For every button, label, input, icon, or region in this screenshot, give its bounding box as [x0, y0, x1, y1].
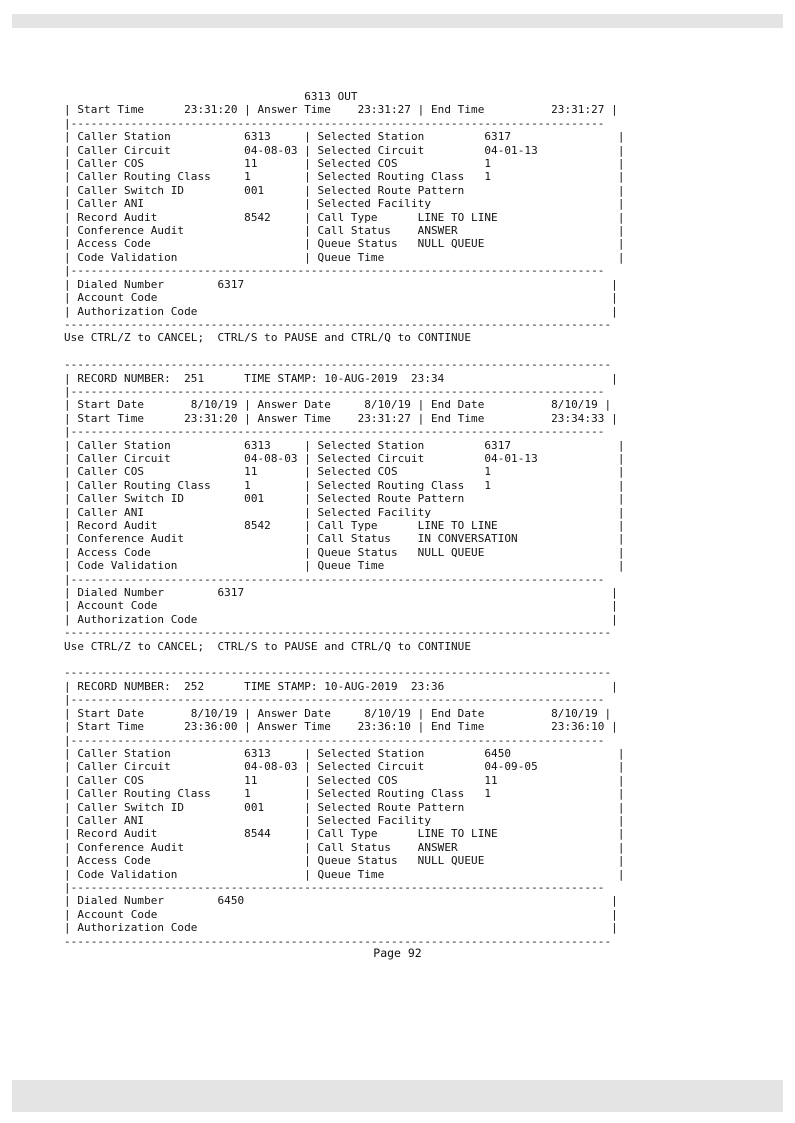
page-number: Page 92: [373, 946, 422, 960]
printout-line: | Record Audit 8542 | Call Type LINE TO LINE |: [64, 519, 625, 532]
printout-line: | Conference Audit | Call Status ANSWER |: [64, 224, 625, 238]
printout-line: | Caller ANI | Selected Facility |: [64, 505, 625, 519]
printout-line: | Conference Audit | Call Status ANSWER |: [64, 840, 625, 854]
printout-line: ----------------------------------------------------------------------------------: [64, 317, 612, 331]
printout-line: | Caller Station 6313 | Selected Station 6450 |: [64, 746, 625, 760]
printout-line: | Caller Switch ID 001 | Selected Route Pattern |: [64, 183, 625, 197]
printout-line: | Caller COS 11 | Selected COS 1 |: [64, 157, 625, 171]
printout-line: | Start Date 8/10/19 | Answer Date 8/10/19 | End Date 8/10/19 |: [64, 398, 612, 412]
printout-line: |--------------------------------------------------------------------------------: [64, 880, 605, 894]
printout-line: | Start Time 23:31:20 | Answer Time 23:31:27 | End Time 23:31:27 |: [64, 103, 618, 117]
printout-line: | Start Time 23:31:20 | Answer Time 23:31:27 | End Time 23:34:33 |: [64, 411, 618, 425]
printout-line: | Authorization Code |: [64, 304, 618, 318]
printout-line: | Caller Circuit 04-08-03 | Selected Circuit 04-09-05 |: [64, 760, 625, 774]
printout-line: | Dialed Number 6317 |: [64, 586, 618, 600]
printout-line: | Start Time 23:36:00 | Answer Time 23:36:10 | End Time 23:36:10 |: [64, 720, 618, 734]
printout-line: ----------------------------------------------------------------------------------: [64, 666, 612, 680]
printout-line: ----------------------------------------------------------------------------------: [64, 358, 612, 372]
printout-line: |--------------------------------------------------------------------------------: [64, 733, 605, 747]
printout-line: | Access Code | Queue Status NULL QUEUE |: [64, 545, 625, 559]
printout-line: | Caller Routing Class 1 | Selected Routing Class 1 |: [64, 787, 625, 801]
printout-line: | Caller Circuit 04-08-03 | Selected Circuit 04-01-13 |: [64, 451, 625, 465]
call-records-printout: [64, 90, 694, 948]
printout-line: | Account Code |: [64, 599, 618, 613]
printout-line: | Authorization Code |: [64, 612, 618, 626]
printout-line: | Access Code | Queue Status NULL QUEUE |: [64, 854, 625, 868]
printout-line: | Caller Switch ID 001 | Selected Route Pattern |: [64, 800, 625, 814]
printout-line: | Caller Routing Class 1 | Selected Routing Class 1 |: [64, 478, 625, 492]
scan-bottom-band: [12, 1080, 783, 1112]
printout-line: | Code Validation | Queue Time |: [64, 867, 625, 881]
printout-line: | Caller ANI | Selected Facility |: [64, 813, 625, 827]
printout-line: | Caller Circuit 04-08-03 | Selected Circuit 04-01-13 |: [64, 143, 625, 157]
printout-line: ----------------------------------------------------------------------------------: [64, 626, 612, 640]
scan-top-band: [12, 14, 783, 28]
printout-line: | Caller Station 6313 | Selected Station 6317 |: [64, 130, 625, 144]
printout-line: | Dialed Number 6450 |: [64, 894, 618, 908]
printout-line: | Caller ANI | Selected Facility |: [64, 197, 625, 211]
printout-line: |--------------------------------------------------------------------------------: [64, 264, 605, 278]
printout-line: | Record Audit 8542 | Call Type LINE TO LINE |: [64, 210, 625, 224]
printout-line: | RECORD NUMBER: 251 TIME STAMP: 10-AUG-2019 23:34 |: [64, 371, 618, 385]
printout-line: Use CTRL/Z to CANCEL; CTRL/S to PAUSE and CTRL/Q to CONTINUE: [64, 639, 472, 653]
printout-line: |--------------------------------------------------------------------------------: [64, 693, 605, 707]
printout-line: | Caller Station 6313 | Selected Station 6317 |: [64, 438, 625, 452]
printout-line: Use CTRL/Z to CANCEL; CTRL/S to PAUSE and CTRL/Q to CONTINUE: [64, 331, 472, 345]
printout-line: | Authorization Code |: [64, 921, 618, 935]
printout-line: | Start Date 8/10/19 | Answer Date 8/10/19 | End Date 8/10/19 |: [64, 706, 612, 720]
printout-line: | Dialed Number 6317 |: [64, 277, 618, 291]
printout-line: | Caller COS 11 | Selected COS 11 |: [64, 773, 625, 787]
printout-line: |--------------------------------------------------------------------------------: [64, 384, 605, 398]
printout-line: | Account Code |: [64, 907, 618, 921]
printout-line: |--------------------------------------------------------------------------------: [64, 425, 605, 439]
printout-line: | RECORD NUMBER: 252 TIME STAMP: 10-AUG-2019 23:36 |: [64, 679, 618, 693]
call-records-text: [64, 90, 694, 948]
printout-line: | Code Validation | Queue Time |: [64, 559, 625, 573]
printout-line: 6313 OUT: [64, 90, 358, 103]
printout-line: | Code Validation | Queue Time |: [64, 250, 625, 264]
printout-line: | Caller Switch ID 001 | Selected Route Pattern |: [64, 492, 625, 506]
printout-line: |--------------------------------------------------------------------------------: [64, 116, 605, 130]
printout-line: ----------------------------------------------------------------------------------: [64, 934, 612, 948]
printout-line: | Account Code |: [64, 291, 618, 305]
printout-line: | Conference Audit | Call Status IN CONVERSATION |: [64, 532, 625, 546]
printout-line: | Access Code | Queue Status NULL QUEUE |: [64, 237, 625, 251]
printout-line: | Caller Routing Class 1 | Selected Routing Class 1 |: [64, 170, 625, 184]
printout-line: |--------------------------------------------------------------------------------: [64, 572, 605, 586]
printout-line: | Caller COS 11 | Selected COS 1 |: [64, 465, 625, 479]
printout-line: | Record Audit 8544 | Call Type LINE TO LINE |: [64, 827, 625, 841]
